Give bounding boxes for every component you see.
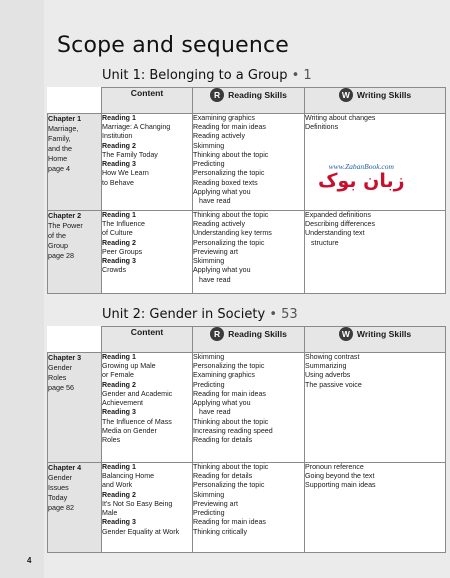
reading-skill: Reading actively <box>193 220 246 229</box>
watermark <box>318 162 405 191</box>
unit-label: Unit 1: <box>102 68 146 83</box>
watermark-url: www.ZabanBook.com <box>328 162 394 171</box>
reading-skill: Understanding key terms <box>193 229 272 238</box>
reading-badge-icon: R <box>210 88 224 102</box>
watermark-logo: زبان بوک <box>318 170 405 192</box>
writing-skill: Describing differences <box>305 220 376 229</box>
reading-title-line: Peer Groups <box>102 247 143 256</box>
header-writing-wrap <box>305 327 445 341</box>
header-blank-cell <box>48 88 102 114</box>
reading-title-line: of Culture <box>102 229 133 238</box>
writing-skills-cell <box>305 353 446 463</box>
chapter-cell <box>48 353 102 463</box>
reading-skills-cell <box>193 463 305 553</box>
writing-skill: Using adverbs <box>305 371 351 380</box>
unit-1-heading <box>102 68 312 83</box>
reading-skill: Skimming <box>193 353 225 361</box>
reading-block <box>102 239 192 257</box>
reading-skill: Reading for details <box>193 472 253 481</box>
header-reading-skills <box>193 327 305 353</box>
reading-skill: Thinking critically <box>193 527 248 536</box>
writing-skill: Summarizing <box>305 362 347 371</box>
reading-skill: Personalizing the topic <box>193 362 265 371</box>
writing-skill: Understanding text <box>305 229 365 238</box>
reading-title-line: to Behave <box>102 178 134 187</box>
reading-skills-cell <box>193 353 305 463</box>
reading-label: Reading 1 <box>102 211 136 219</box>
reading-skills-cell <box>193 211 305 294</box>
chapter-name-line: Issues <box>48 482 69 492</box>
reading-label: Reading 3 <box>102 518 136 527</box>
reading-title-line: The Influence <box>102 220 145 229</box>
writing-skill: Supporting main ideas <box>305 481 376 490</box>
reading-skill: Reading for main ideas <box>193 123 266 132</box>
reading-skill: Examining graphics <box>193 114 255 122</box>
reading-skill: Reading for details <box>193 435 253 444</box>
reading-title-line: Roles <box>102 435 121 444</box>
reading-label: Reading 3 <box>102 257 136 266</box>
unit-2-heading <box>102 307 298 322</box>
reading-block <box>102 518 192 536</box>
reading-skill: Thinking about the topic <box>193 463 269 471</box>
writing-skill: The passive voice <box>305 380 362 389</box>
reading-skill: have read <box>199 275 231 284</box>
writing-skill: structure <box>311 238 339 247</box>
chapter-name-line: Home <box>48 153 68 163</box>
header-row <box>48 88 446 114</box>
chapter-title: Chapter 2 <box>48 211 82 220</box>
content-header-label: Content <box>130 88 164 98</box>
reading-skill: Thinking about the topic <box>193 150 269 159</box>
header-content <box>102 88 193 114</box>
reading-label: Reading 2 <box>102 380 136 389</box>
reading-skill: Reading for main ideas <box>193 518 266 527</box>
chapter-page: page 82 <box>48 502 74 512</box>
header-reading-wrap <box>193 327 304 341</box>
reading-block <box>102 211 192 239</box>
reading-block <box>102 160 192 188</box>
reading-skill: Applying what you <box>193 399 251 408</box>
reading-block <box>102 353 192 381</box>
reading-label: Reading 2 <box>102 238 136 247</box>
reading-title-line: or Female <box>102 371 134 380</box>
reading-skills-cell <box>193 114 305 211</box>
writing-skill: Showing contrast <box>305 353 360 361</box>
reading-skill: Skimming <box>193 141 225 150</box>
chapter-name-line: and the <box>48 143 72 153</box>
reading-block <box>102 381 192 409</box>
writing-skills-header-label: Writing Skills <box>356 329 412 339</box>
unit-name: Belonging to a Group <box>149 68 288 83</box>
reading-title-line: How We Learn <box>102 169 149 178</box>
reading-title-line: Gender Equality at Work <box>102 527 180 536</box>
reading-skill: have read <box>199 408 231 417</box>
reading-skill: Predicting <box>193 160 225 169</box>
reading-skill: Skimming <box>193 257 225 266</box>
writing-skill: Going beyond the text <box>305 472 375 481</box>
chapter-row <box>48 353 446 463</box>
chapter-name-line: The Power <box>48 220 83 230</box>
reading-block <box>102 491 192 519</box>
chapter-title: Chapter 4 <box>48 463 82 472</box>
chapter-page: page 28 <box>48 250 74 260</box>
writing-skill: Definitions <box>305 123 339 132</box>
chapter-name-line: Family, <box>48 133 71 143</box>
header-reading-wrap <box>193 88 304 102</box>
content-cell <box>102 114 193 211</box>
unit-page-number: 1 <box>303 68 312 83</box>
reading-title-line: Media on Gender <box>102 426 157 435</box>
reading-title-line: Male <box>102 509 118 518</box>
header-content <box>102 327 193 353</box>
writing-skill: Pronoun reference <box>305 463 364 471</box>
reading-label: Reading 3 <box>102 160 136 169</box>
reading-skill: have read <box>199 196 231 205</box>
chapter-cell <box>48 114 102 211</box>
reading-title-line: Growing up Male <box>102 362 156 371</box>
content-cell <box>102 211 193 294</box>
chapter-page: page 4 <box>48 163 70 173</box>
writing-skill: Expanded definitions <box>305 211 371 219</box>
reading-skills-header-label: Reading Skills <box>228 329 287 339</box>
reading-block <box>102 463 192 491</box>
writing-badge-icon: W <box>339 88 353 102</box>
reading-skill: Thinking about the topic <box>193 417 269 426</box>
reading-label: Reading 3 <box>102 408 136 417</box>
chapter-title: Chapter 1 <box>48 114 82 123</box>
header-content-label-wrap <box>102 88 192 98</box>
reading-skill: Previewing art <box>193 499 238 508</box>
unit-page-number: 53 <box>281 307 298 322</box>
reading-label: Reading 1 <box>102 463 136 471</box>
chapter-title: Chapter 3 <box>48 353 82 362</box>
reading-skill: Skimming <box>193 490 225 499</box>
reading-title-line: The Family Today <box>102 150 158 159</box>
header-blank-cell <box>48 327 102 353</box>
reading-skill: Applying what you <box>193 266 251 275</box>
chapter-name-line: Group <box>48 240 68 250</box>
reading-skill: Applying what you <box>193 187 251 196</box>
reading-title-line: Achievement <box>102 399 144 408</box>
reading-skill: Thinking about the topic <box>193 211 269 219</box>
chapter-row <box>48 463 446 553</box>
reading-skill: Increasing reading speed <box>193 426 273 435</box>
bullet: • <box>269 307 277 322</box>
unit-2-table <box>47 326 446 553</box>
bullet: • <box>291 68 300 83</box>
reading-skill: Reading actively <box>193 132 246 141</box>
reading-block <box>102 114 192 142</box>
chapter-cell <box>48 463 102 553</box>
reading-skill: Examining graphics <box>193 371 255 380</box>
page-folio: 4 <box>27 556 32 565</box>
page-title: Scope and sequence <box>57 33 290 58</box>
writing-skills-header-label: Writing Skills <box>356 90 412 100</box>
reading-title-line: The Influence of Mass <box>102 417 172 426</box>
header-writing-wrap <box>305 88 445 102</box>
reading-label: Reading 2 <box>102 490 136 499</box>
reading-title-line: and Work <box>102 481 133 490</box>
writing-badge-icon: W <box>339 327 353 341</box>
header-writing-skills <box>305 88 446 114</box>
content-cell <box>102 463 193 553</box>
reading-badge-icon: R <box>210 327 224 341</box>
reading-title-line: Crowds <box>102 266 127 275</box>
content-header-label: Content <box>130 327 164 337</box>
reading-title-line: Institution <box>102 132 133 141</box>
reading-label: Reading 2 <box>102 141 136 150</box>
chapter-row <box>48 211 446 294</box>
reading-block <box>102 257 192 275</box>
reading-skill: Reading boxed texts <box>193 178 258 187</box>
reading-skills-header-label: Reading Skills <box>228 90 287 100</box>
reading-title-line: It's Not So Easy Being <box>102 499 173 508</box>
chapter-name-line: Roles <box>48 372 67 382</box>
header-content-label-wrap <box>102 327 192 337</box>
reading-skill: Personalizing the topic <box>193 169 265 178</box>
reading-skill: Previewing art <box>193 247 238 256</box>
chapter-cell <box>48 211 102 294</box>
content-cell <box>102 353 193 463</box>
reading-title-line: Gender and Academic <box>102 389 173 398</box>
writing-skill: Writing about changes <box>305 114 376 122</box>
writing-skills-cell <box>305 211 446 294</box>
header-reading-skills <box>193 88 305 114</box>
reading-skill: Predicting <box>193 509 225 518</box>
chapter-name-line: Gender <box>48 362 72 372</box>
chapter-name-line: Gender <box>48 472 72 482</box>
chapter-page: page 56 <box>48 382 74 392</box>
reading-label: Reading 1 <box>102 353 136 361</box>
reading-skill: Reading for main ideas <box>193 389 266 398</box>
reading-title-line: Marriage: A Changing <box>102 123 171 132</box>
chapter-name-line: Marriage, <box>48 123 79 133</box>
chapter-name-line: Today <box>48 492 68 502</box>
writing-skills-cell <box>305 463 446 553</box>
unit-name: Gender in Society <box>149 307 266 322</box>
reading-label: Reading 1 <box>102 114 136 122</box>
reading-block <box>102 142 192 160</box>
left-margin-strip <box>0 0 44 578</box>
reading-skill: Personalizing the topic <box>193 481 265 490</box>
unit-label: Unit 2: <box>102 307 146 322</box>
header-writing-skills <box>305 327 446 353</box>
reading-skill: Predicting <box>193 380 225 389</box>
chapter-name-line: of the <box>48 230 66 240</box>
reading-block <box>102 408 192 445</box>
reading-skill: Personalizing the topic <box>193 238 265 247</box>
reading-title-line: Balancing Home <box>102 472 155 481</box>
header-row <box>48 327 446 353</box>
